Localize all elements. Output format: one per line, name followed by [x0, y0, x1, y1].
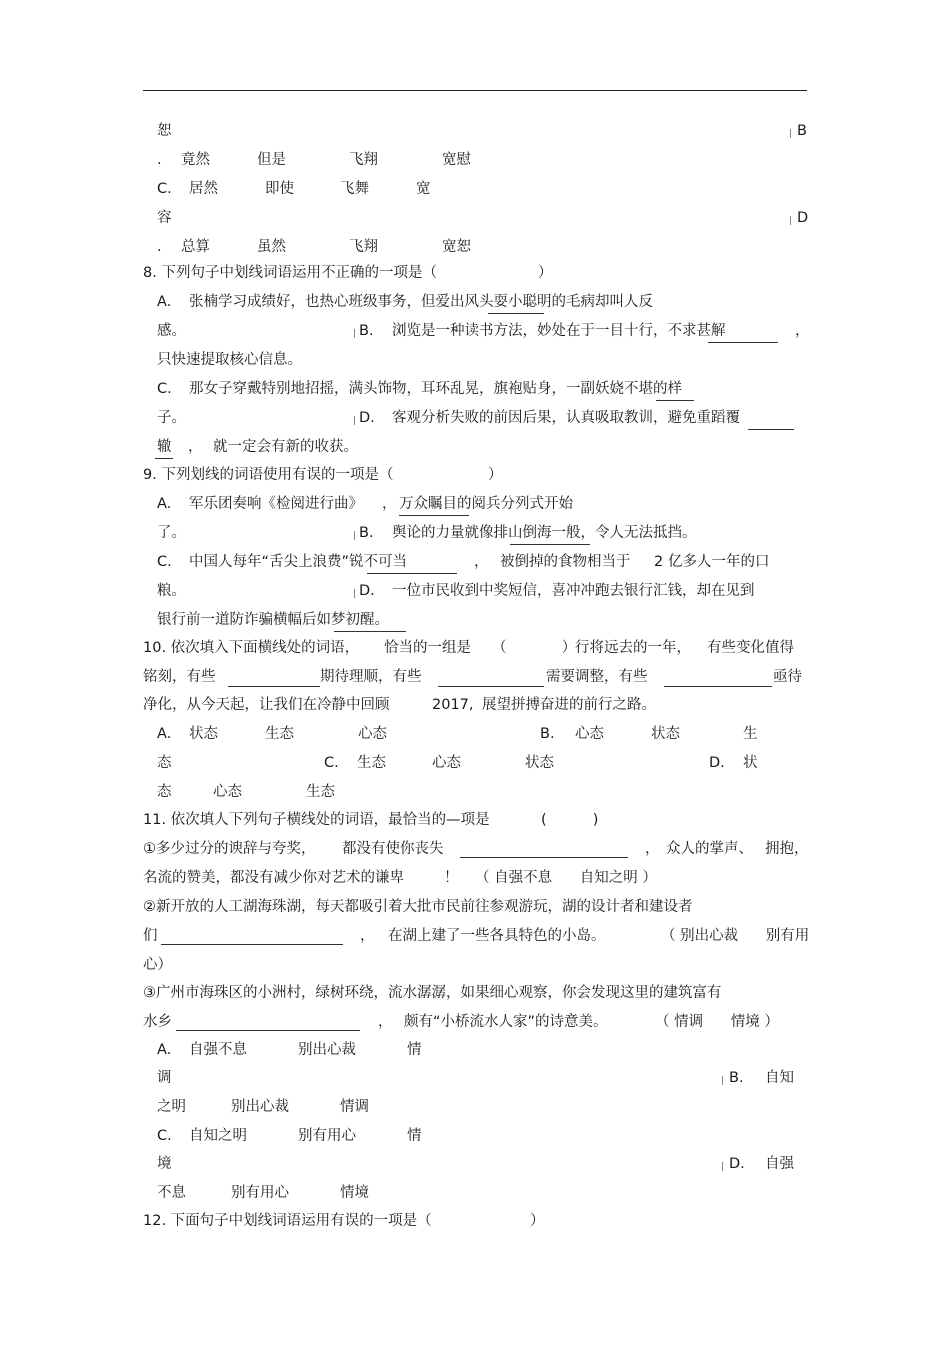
passage-text: 铭刻，有些: [143, 669, 216, 685]
underline-mark: [510, 544, 590, 545]
paren-close: ）: [538, 265, 553, 281]
option-d-cont: 不息: [157, 1185, 186, 1201]
option-c-cont: 境: [157, 1156, 172, 1172]
option-b-comma: ，: [795, 323, 810, 339]
question-stem-4: 有些变化值得: [707, 640, 794, 656]
option-b-start: 恕: [157, 123, 172, 139]
option-d-label: D.: [359, 410, 375, 426]
option-b-label: B.: [359, 525, 374, 541]
option-b-letter: B: [797, 123, 807, 139]
sentence-2-b: 们: [143, 928, 158, 944]
option-word: 生: [743, 726, 758, 742]
paren: ( ): [541, 812, 599, 828]
option-d-cont: 态: [157, 784, 172, 800]
margin-mark: [790, 129, 795, 138]
option-a-text: 军乐团奏响《检阅进行曲》: [189, 496, 363, 512]
option-word: 宽慰: [442, 152, 471, 168]
option-word: 生态: [306, 784, 335, 800]
option-d-dot: .: [157, 239, 162, 255]
option-word: 自强: [765, 1156, 794, 1172]
option-a-label: A.: [157, 496, 172, 512]
option-word: 心态: [213, 784, 242, 800]
option-word: 情: [407, 1042, 422, 1058]
sentence-2-c: 在湖上建了一些各具特色的小岛。: [388, 928, 606, 944]
option-word: 竟然: [181, 152, 210, 168]
passage-text: 净化，从今天起，让我们在冷静中回顾: [143, 697, 390, 713]
option-word: 别出心裁: [298, 1042, 356, 1058]
sentence-3-c: 颇有“小桥流水人家”的诗意美。: [404, 1014, 608, 1030]
passage-text: 期待理顺，有些: [320, 669, 422, 685]
blank-1: [460, 857, 628, 858]
option-word: 状: [743, 755, 758, 771]
option-word: 情: [407, 1128, 422, 1144]
sentence-1-comma: ，: [645, 841, 660, 857]
option-b-text: 浏览是一种读书方法，妙处在于一目十行，不求甚解: [392, 323, 726, 339]
sentence-1-c: 众人的掌声、: [666, 841, 753, 857]
sentence-2-comma: ，: [360, 928, 375, 944]
option-word: 生态: [265, 726, 294, 742]
question-stem: 10. 依次填入下面横线处的词语，: [143, 640, 360, 656]
option-c-text: 中国人每年“舌尖上浪费”锐不可当: [189, 554, 408, 570]
option-c-label: C.: [157, 181, 172, 197]
option-word: 自知: [765, 1070, 794, 1086]
option-word: 总算: [181, 239, 210, 255]
option-c-label: C.: [157, 1128, 172, 1144]
option-b-label: B.: [359, 323, 374, 339]
sentence-1-options: （ 自强不息 自知之明 ）: [475, 870, 657, 886]
option-word: 心态: [575, 726, 604, 742]
option-c-num: 2: [654, 554, 664, 570]
option-d-cont: 辙: [157, 439, 172, 455]
option-word: 自强不息: [189, 1042, 247, 1058]
option-word: 宽恕: [442, 239, 471, 255]
margin-mark: [790, 216, 795, 225]
blank-3: [664, 686, 772, 687]
paren-close: ）: [530, 1213, 545, 1229]
option-d-text: 一位市民收到中奖短信，喜冲冲跑去银行汇钱，却在见到: [392, 583, 755, 599]
option-word: 情调: [340, 1099, 369, 1115]
underline-mark: [399, 515, 469, 516]
option-word: 虽然: [257, 239, 286, 255]
option-d-text: 客观分析失败的前因后果，认真吸取教训，避免重蹈覆: [392, 410, 740, 426]
blank-1: [228, 686, 320, 687]
sentence-1: ①多少过分的谀辞与夸奖，: [143, 841, 316, 857]
option-word: 情境: [340, 1185, 369, 1201]
question-stem-2: 恰当的一组是: [384, 640, 471, 656]
option-c-cont: 容: [157, 210, 172, 226]
option-d-label: D.: [359, 583, 375, 599]
option-a-comma: ，: [382, 496, 397, 512]
underline-mark: [708, 342, 778, 343]
underline-mark: [656, 400, 694, 401]
option-word: 居然: [189, 181, 218, 197]
blank-3: [176, 1030, 360, 1031]
option-b-text: 舆论的力量就像排山倒海一般，令人无法抵挡。: [392, 525, 697, 541]
option-word: 飞舞: [340, 181, 369, 197]
margin-mark: [722, 1076, 727, 1085]
question-stem: 9. 下列划线的词语使用有误的一项是（: [143, 467, 394, 483]
option-a-rest: 万众瞩目的阅兵分列式开始: [399, 496, 573, 512]
option-a-label: A.: [157, 726, 172, 742]
paren: （ ）: [492, 640, 577, 656]
option-a-cont: 感。: [157, 323, 186, 339]
option-word: 状态: [189, 726, 218, 742]
sentence-2: ②新开放的人工湖海珠湖，每天都吸引着大批市民前往参观游玩，湖的设计者和建设者: [143, 899, 693, 915]
option-word: 飞翔: [349, 239, 378, 255]
option-b-cont: 之明: [157, 1099, 186, 1115]
option-a-label: A.: [157, 1042, 172, 1058]
margin-mark: [722, 1162, 727, 1171]
option-b-cont: 态: [157, 755, 172, 771]
option-word: 但是: [257, 152, 286, 168]
sentence-2-cont: 心）: [143, 957, 172, 973]
sentence-3-comma: ，: [378, 1014, 393, 1030]
option-word: 状态: [651, 726, 680, 742]
option-a-text: 张楠学习成绩好，也热心班级事务，但爱出风头耍小聪明的毛病却叫人反: [189, 294, 653, 310]
question-stem: 12. 下面句子中划线词语运用有误的一项是（: [143, 1213, 432, 1229]
option-d-comma: ，: [188, 439, 203, 455]
underline-mark: [155, 458, 173, 459]
question-stem: 11. 依次填人下列句子横线处的词语，最恰当的—项是: [143, 812, 490, 828]
option-c-comma: ，: [474, 554, 489, 570]
sentence-1-l2: 名流的赞美，都没有减少你对艺术的谦卑: [143, 870, 404, 886]
blank-2: [438, 686, 544, 687]
option-c-cont: 粮。: [157, 583, 186, 599]
option-b-label: B.: [540, 726, 555, 742]
paren-close: ）: [488, 467, 503, 483]
option-a-cont: 了。: [157, 525, 186, 541]
option-c-label: C.: [157, 554, 172, 570]
option-word: 自知之明: [189, 1128, 247, 1144]
option-word: 别有用心: [298, 1128, 356, 1144]
underline-mark: [488, 313, 544, 314]
option-word: 生态: [357, 755, 386, 771]
question-stem-3: 行将远去的一年，: [575, 640, 691, 656]
underline-mark: [334, 631, 406, 632]
blank-2: [161, 944, 343, 945]
option-d-label: D.: [709, 755, 725, 771]
option-word: 别出心裁: [231, 1099, 289, 1115]
sentence-1-bang: ！: [444, 870, 459, 886]
sentence-1-b: 都没有使你丧失: [342, 841, 444, 857]
option-c-cont: 子。: [157, 410, 186, 426]
option-word: 飞翔: [349, 152, 378, 168]
option-b-dot: .: [157, 152, 162, 168]
option-a-label: A.: [157, 294, 172, 310]
option-a-cont: 调: [157, 1070, 172, 1086]
option-c-rest: 亿多人一年的口: [668, 554, 770, 570]
option-d-label: D.: [729, 1156, 745, 1172]
header-rule: [143, 90, 807, 91]
option-d-cont: 银行前一道防诈骗横幅后如梦初醒。: [157, 612, 389, 628]
option-c-label: C.: [157, 381, 172, 397]
option-word: 心态: [358, 726, 387, 742]
sentence-3-b: 水乡: [143, 1014, 172, 1030]
option-word: 即使: [265, 181, 294, 197]
passage-text: 需要调整，有些: [546, 669, 648, 685]
option-word: 状态: [525, 755, 554, 771]
sentence-3-options: （ 情调 情境 ）: [655, 1014, 779, 1030]
option-c-mid: 被倒掉的食物相当于: [500, 554, 631, 570]
sentence-2-options: （ 别出心裁 别有用: [661, 928, 810, 944]
passage-year: 2017,: [432, 697, 474, 713]
passage-text: 亟待: [773, 669, 802, 685]
option-d-rest: 就一定会有新的收获。: [213, 439, 358, 455]
option-word: 心态: [432, 755, 461, 771]
underline-mark: [367, 573, 457, 574]
option-word: 别有用心: [231, 1185, 289, 1201]
option-b-cont: 只快速提取核心信息。: [157, 352, 302, 368]
sentence-1-d: 拥抱，: [765, 841, 809, 857]
sentence-3: ③广州市海珠区的小洲村，绿树环绕，流水潺潺，如果细心观察，你会发现这里的建筑富有: [143, 985, 722, 1001]
option-d-letter: D: [797, 210, 809, 226]
underline-mark: [748, 429, 794, 430]
passage-text: 展望拼搏奋进的前行之路。: [482, 697, 656, 713]
option-b-label: B.: [729, 1070, 744, 1086]
question-stem: 8. 下列句子中划线词语运用不正确的一项是（: [143, 265, 437, 281]
option-c-text: 那女子穿戴特别地招摇，满头饰物，耳环乱晃，旗袍贴身，一副妖娆不堪的样: [189, 381, 682, 397]
option-c-label: C.: [324, 755, 339, 771]
option-word: 宽: [416, 181, 431, 197]
